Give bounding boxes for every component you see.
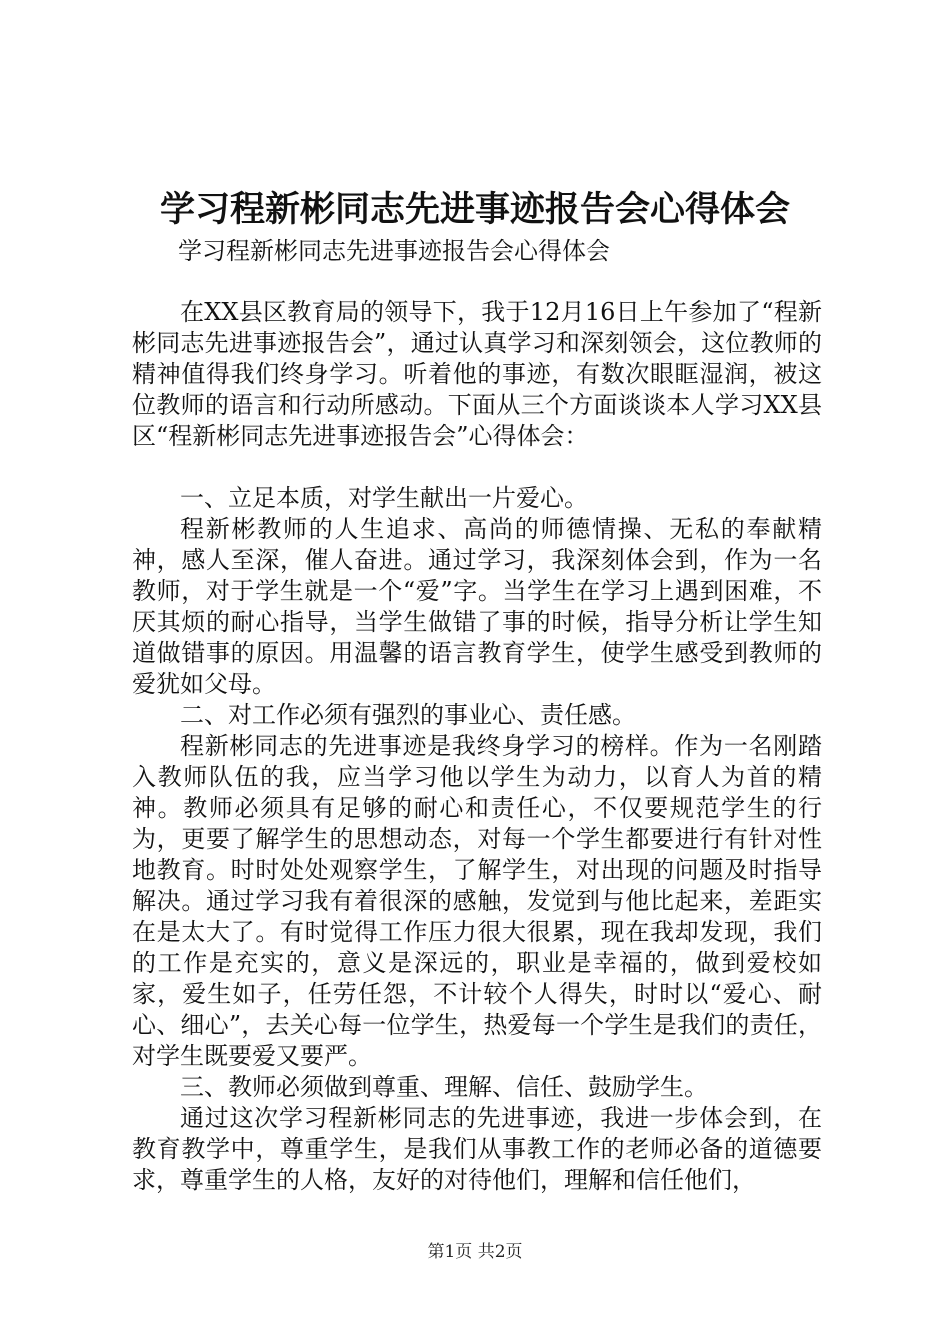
body-paragraph: 通过这次学习程新彬同志的先进事迹，我进一步体会到，在教育教学中，尊重学生，是我们从事教工作的老师必备的道德要求，尊重学生的人格，友好的对待他们，理解和信任他们， (132, 1104, 822, 1194)
document-body (132, 297, 822, 1196)
section-heading-2: 二、对工作必须有强烈的事业心、责任感。 (180, 701, 636, 729)
body-paragraph: 程新彬同志的先进事迹是我终身学习的榜样。作为一名刚踏入教师队伍的我，应当学习他以学生为动力，以育人为首的精神。教师必须具有足够的耐心和责任心，不仅要规范学生的行为，更要了解学生的思想动态，对每一个学生都要进行有针对性地教育。时时处处观察学生，了解学生，对出现的问题及时指导解决。通过学习我有着很深的感触，发觉到与他比起来，差距实在是太大了。有时觉得工作压力很大很累，现在我却发现，我们的工作是充实的，意义是深远的，职业是幸福的，做到爱校如家，爱生如子，任劳任怨，不计较个人得失，时时以“爱心、耐心、细心”，去关心每一位学生，热爱每一个学生是我们的责任，对学生既要爱又要严。 (132, 732, 822, 1070)
body-paragraph: 程新彬教师的人生追求、高尚的师德情操、无私的奉献精神，感人至深，催人奋进。通过学习，我深刻体会到，作为一名教师，对于学生就是一个“爱”字。当学生在学习上遇到困难，不厌其烦的耐心指导，当学生做错了事的时候，指导分析让学生知道做错事的原因。用温馨的语言教育学生，使学生感受到教师的爱犹如父母。 (132, 515, 822, 698)
page-indicator: 第1页 共2页 (427, 1242, 523, 1262)
section-heading-1: 一、立足本质，对学生献出一片爱心。 (180, 484, 588, 512)
section-heading-3: 三、教师必须做到尊重、理解、信任、鼓励学生。 (180, 1073, 708, 1101)
document-subtitle: 学习程新彬同志先进事迹报告会心得体会 (178, 237, 610, 265)
intro-paragraph: 在XX县区教育局的领导下，我于12月16日上午参加了“程新彬同志先进事迹报告会”，通过认真学习和深刻领会，这位教师的精神值得我们终身学习。听着他的事迹，有数次眼眶湿润，被这位教师的语言和行动所感动。下面从三个方面谈谈本人学习XX县区“程新彬同志先进事迹报告会”心得体会： (132, 298, 822, 450)
document-title: 学习程新彬同志先进事迹报告会心得体会 (159, 189, 790, 230)
